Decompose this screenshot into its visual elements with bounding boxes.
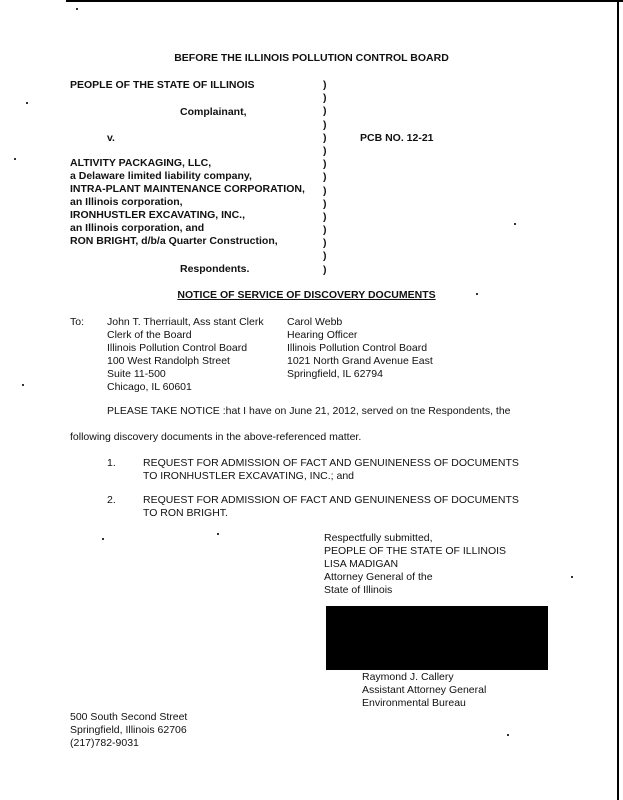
recipient-line: Carol Webb (287, 316, 343, 328)
scan-speck (217, 533, 219, 535)
recipient-line: John T. Therriault, Ass stant Clerk (107, 316, 264, 328)
footer-address-line: Springfield, Illinois 62706 (70, 724, 187, 736)
caption-separator: ) (323, 184, 327, 197)
plaintiff-role: Complainant, (180, 106, 247, 118)
caption-separator: ) (323, 171, 327, 184)
recipient-line: Illinois Pollution Control Board (287, 342, 428, 354)
scan-speck (76, 8, 78, 10)
scan-edge-top (66, 0, 623, 2)
recipient-line: Springfield, IL 62794 (287, 368, 383, 380)
signer-line: Raymond J. Callery (362, 671, 454, 683)
caption-separator: ) (323, 131, 327, 144)
defendant-line: IRONHUSTLER EXCAVATING, INC., (70, 209, 246, 221)
signature-line: LISA MADIGAN (324, 558, 399, 570)
scan-speck (571, 576, 573, 578)
plaintiff-name: PEOPLE OF THE STATE OF ILLINOIS (70, 79, 255, 91)
defendant-role: Respondents. (180, 263, 250, 275)
caption-separator: ) (323, 250, 327, 263)
case-number: PCB NO. 12-21 (360, 132, 434, 144)
recipient-line: 100 West Randolph Street (107, 355, 230, 367)
caption-separator: ) (323, 224, 327, 237)
redacted-signature (326, 606, 548, 670)
defendant-line: RON BRIGHT, d/b/a Quarter Construction, (70, 235, 278, 247)
recipient-line: 1021 North Grand Avenue East (287, 355, 433, 367)
signer-line: Assistant Attorney General (362, 684, 487, 696)
caption-separator: ) (323, 144, 327, 157)
document-number: 1. (107, 457, 116, 469)
scan-speck (514, 223, 516, 225)
defendant-line: INTRA-PLANT MAINTENANCE CORPORATION, (70, 183, 305, 195)
scan-edge-right (617, 0, 619, 800)
caption-separator: ) (323, 210, 327, 223)
scan-speck (26, 102, 28, 104)
notice-paragraph-line-2: following discovery documents in the above-referenced matter. (70, 431, 362, 443)
defendant-line: ALTIVITY PACKAGING, LLC, (70, 157, 212, 169)
document-title-line: REQUEST FOR ADMISSION OF FACT AND GENUINENESS OF DOCUMENTS (143, 494, 519, 506)
recipient-line: Illinois Pollution Control Board (107, 342, 248, 354)
caption-separator: ) (323, 263, 327, 276)
caption-separator: ) (323, 118, 327, 131)
footer-address-line: (217)782-9031 (70, 737, 139, 749)
caption-separator: ) (323, 237, 327, 250)
document-title-line: TO IRONHUSTLER EXCAVATING, INC.; and (143, 470, 355, 482)
caption-separator: ) (323, 92, 327, 105)
signature-line: Attorney General of the (324, 571, 433, 583)
signature-line: State of Illinois (324, 584, 393, 596)
recipient-line: Clerk of the Board (107, 329, 192, 341)
signer-line: Environmental Bureau (362, 697, 466, 709)
versus-label: v. (107, 132, 115, 144)
court-heading: BEFORE THE ILLINOIS POLLUTION CONTROL BOARD (174, 52, 449, 64)
recipient-line: Suite 11-500 (107, 368, 166, 380)
scan-speck (14, 158, 16, 160)
caption-separator: ) (323, 79, 327, 91)
signature-line: PEOPLE OF THE STATE OF ILLINOIS (324, 545, 507, 557)
document-title-line: REQUEST FOR ADMISSION OF FACT AND GENUINENESS OF DOCUMENTS (143, 457, 519, 469)
scan-speck (476, 293, 478, 295)
scan-speck (22, 384, 24, 386)
footer-address-line: 500 South Second Street (70, 711, 188, 723)
document-number: 2. (107, 494, 116, 506)
signature-closing: Respectfully submitted, (324, 532, 433, 544)
defendant-line: a Delaware limited liability company, (70, 170, 252, 182)
recipient-line: Chicago, IL 60601 (107, 381, 192, 393)
to-label: To: (70, 316, 85, 328)
caption-separator: ) (323, 105, 327, 118)
caption-separator-column (323, 79, 327, 277)
scan-speck (507, 734, 509, 736)
scan-speck (102, 538, 104, 540)
caption-separator: ) (323, 158, 327, 171)
notice-title: NOTICE OF SERVICE OF DISCOVERY DOCUMENTS (177, 289, 436, 301)
defendant-line: an Illinois corporation, (70, 196, 183, 208)
notice-paragraph-line-1: PLEASE TAKE NOTICE :hat I have on June 21, 2012, served on tne Respondents, the (107, 405, 511, 417)
document-title-line: TO RON BRIGHT. (143, 507, 228, 519)
recipient-line: Hearing Officer (287, 329, 358, 341)
caption-separator: ) (323, 197, 327, 210)
defendant-line: an Illinois corporation, and (70, 222, 205, 234)
